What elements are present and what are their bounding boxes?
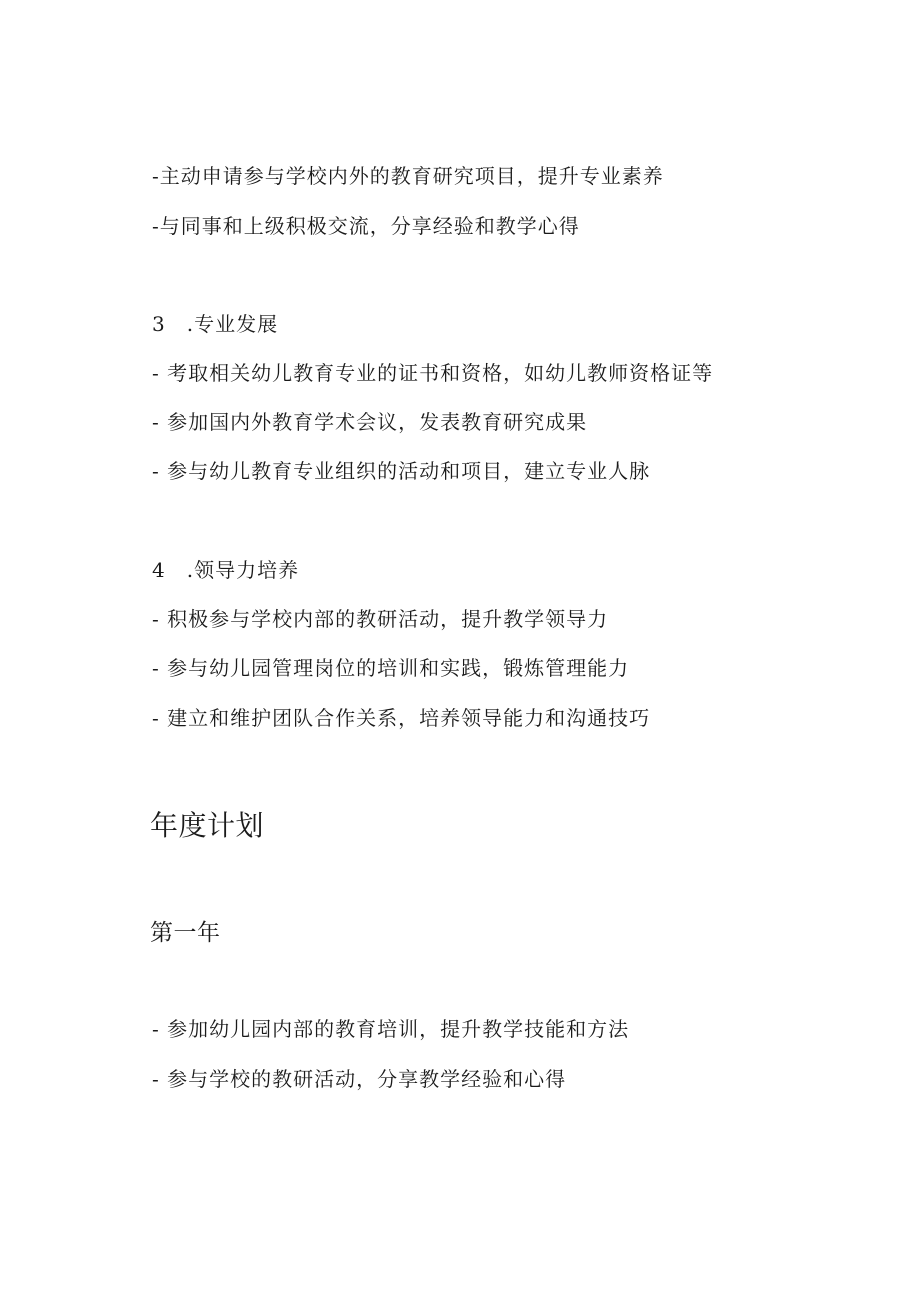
year-one-item: - 参与学校的教研活动，分享教学经验和心得 bbox=[152, 1067, 567, 1091]
intro-bullet: -主动申请参与学校内外的教育研究项目，提升专业素养 bbox=[152, 164, 664, 188]
section-3-item: - 参加国内外教育学术会议，发表教育研究成果 bbox=[152, 410, 588, 434]
section-4-item: - 积极参与学校内部的教研活动，提升教学领导力 bbox=[152, 607, 609, 631]
section-4-title: 4 .领导力培养 bbox=[152, 558, 300, 582]
intro-bullet: -与同事和上级积极交流，分享经验和教学心得 bbox=[152, 214, 580, 238]
section-4-item: - 参与幼儿园管理岗位的培训和实践，锻炼管理能力 bbox=[152, 656, 630, 680]
section-3-item: - 考取相关幼儿教育专业的证书和资格，如幼儿教师资格证等 bbox=[152, 361, 714, 385]
year-one-heading: 第一年 bbox=[150, 920, 221, 946]
section-4-item: - 建立和维护团队合作关系，培养领导能力和沟通技巧 bbox=[152, 706, 651, 730]
annual-plan-heading: 年度计划 bbox=[150, 809, 265, 842]
section-3-title: 3 .专业发展 bbox=[152, 312, 279, 336]
year-one-item: - 参加幼儿园内部的教育培训，提升教学技能和方法 bbox=[152, 1017, 630, 1041]
section-3-item: - 参与幼儿教育专业组织的活动和项目，建立专业人脉 bbox=[152, 459, 651, 483]
